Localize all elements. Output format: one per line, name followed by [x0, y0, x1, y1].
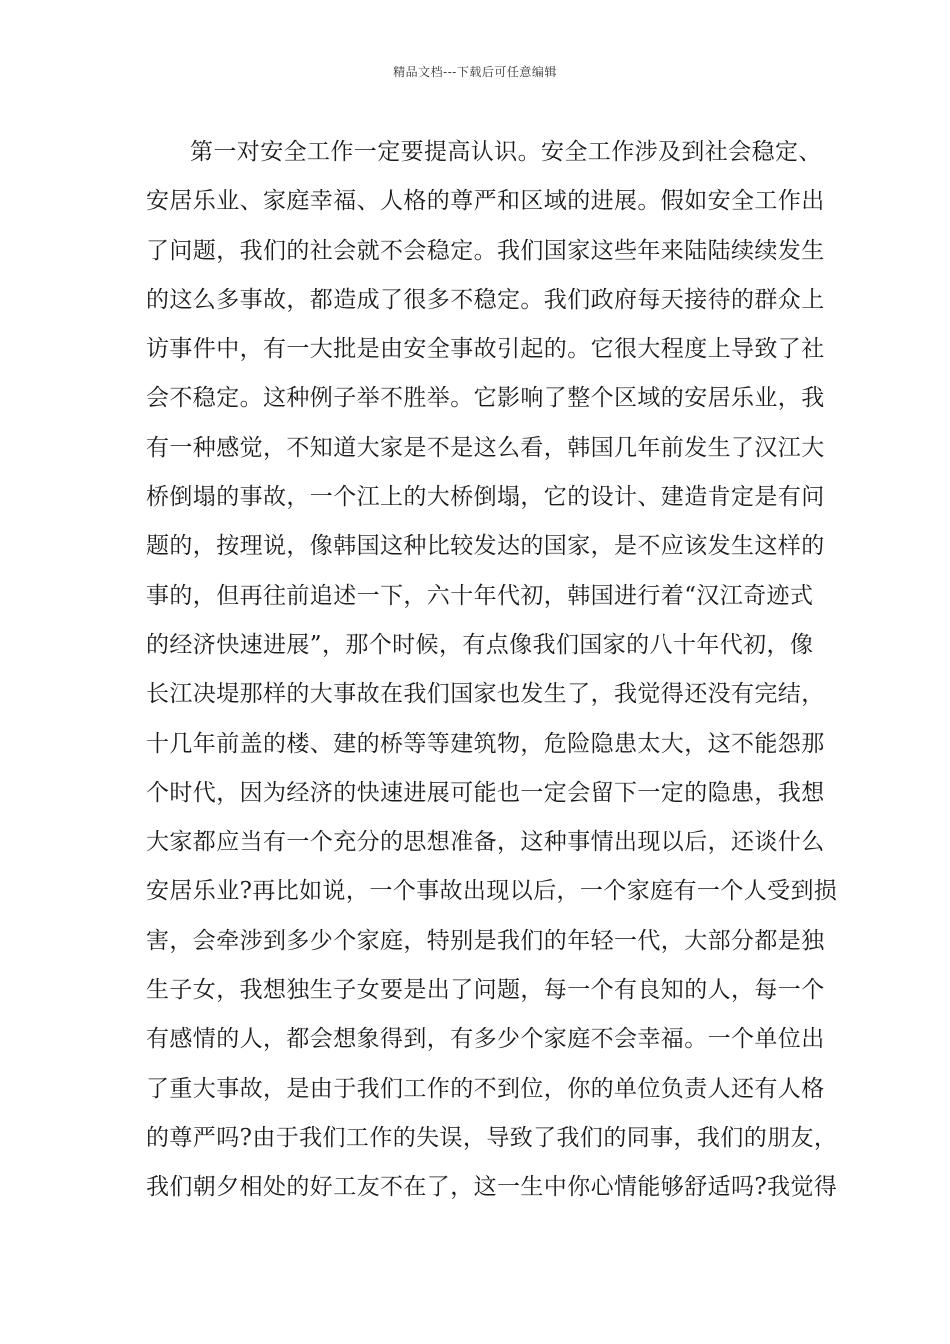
text-line: 了重大事故，是由于我们工作的不到位，你的单位负责人还有人格: [146, 1075, 825, 1102]
text-line: 的这么多事故，都造成了很多不稳定。我们政府每天接待的群众上: [146, 286, 825, 313]
text-line: 我们朝夕相处的好工友不在了，这一生中你心情能够舒适吗?我觉得: [146, 1174, 838, 1201]
text-line: 安居乐业?再比如说，一个事故出现以后，一个家庭有一个人受到损: [146, 878, 838, 905]
text-line: 了问题，我们的社会就不会稳定。我们国家这些年来陆陆续续发生: [146, 237, 825, 264]
text-line: 安居乐业、家庭幸福、人格的尊严和区域的进展。假如安全工作出: [146, 188, 825, 215]
body-paragraph: [146, 128, 838, 1213]
page-header: 精品文档---下载后可任意编辑: [393, 65, 557, 79]
text-line: 大家都应当有一个充分的思想准备，这种事情出现以后，还谈什么: [146, 829, 825, 856]
text-line: 第一对安全工作一定要提高认识。安全工作涉及到社会稳定、: [190, 139, 822, 165]
text-line: 题的，按理说，像韩国这种比较发达的国家，是不应该发生这样的: [146, 533, 825, 560]
text-line: 害，会牵涉到多少个家庭，特别是我们的年轻一代，大部分都是独: [146, 927, 825, 954]
text-line: 生子女，我想独生子女要是出了问题，每一个有良知的人，每一个: [146, 977, 825, 1004]
text-line: 会不稳定。这种例子举不胜举。它影响了整个区域的安居乐业，我: [146, 385, 825, 412]
text-line: 访事件中，有一大批是由安全事故引起的。它很大程度上导致了社: [146, 336, 825, 363]
text-line: 的经济快速进展”，那个时候，有点像我们国家的八十年代初，像: [146, 631, 814, 658]
text-line: 事的，但再往前追述一下，六十年代初，韩国进行着“汉江奇迹式: [146, 582, 814, 609]
text-line: 十几年前盖的楼、建的桥等等建筑物，危险隐患太大，这不能怨那: [146, 730, 825, 757]
text-line: 个时代，因为经济的快速进展可能也一定会留下一定的隐患，我想: [146, 779, 825, 806]
text-line: 有感情的人，都会想象得到，有多少个家庭不会幸福。一个单位出: [146, 1026, 825, 1053]
text-line: 长江决堤那样的大事故在我们国家也发生了，我觉得还没有完结，: [146, 681, 825, 708]
text-line: 的尊严吗?由于我们工作的失误，导致了我们的同事，我们的朋友，: [146, 1124, 838, 1151]
text-line: 有一种感觉，不知道大家是不是这么看，韩国几年前发生了汉江大: [146, 434, 825, 461]
text-line: 桥倒塌的事故，一个江上的大桥倒塌，它的设计、建造肯定是有问: [146, 484, 825, 511]
